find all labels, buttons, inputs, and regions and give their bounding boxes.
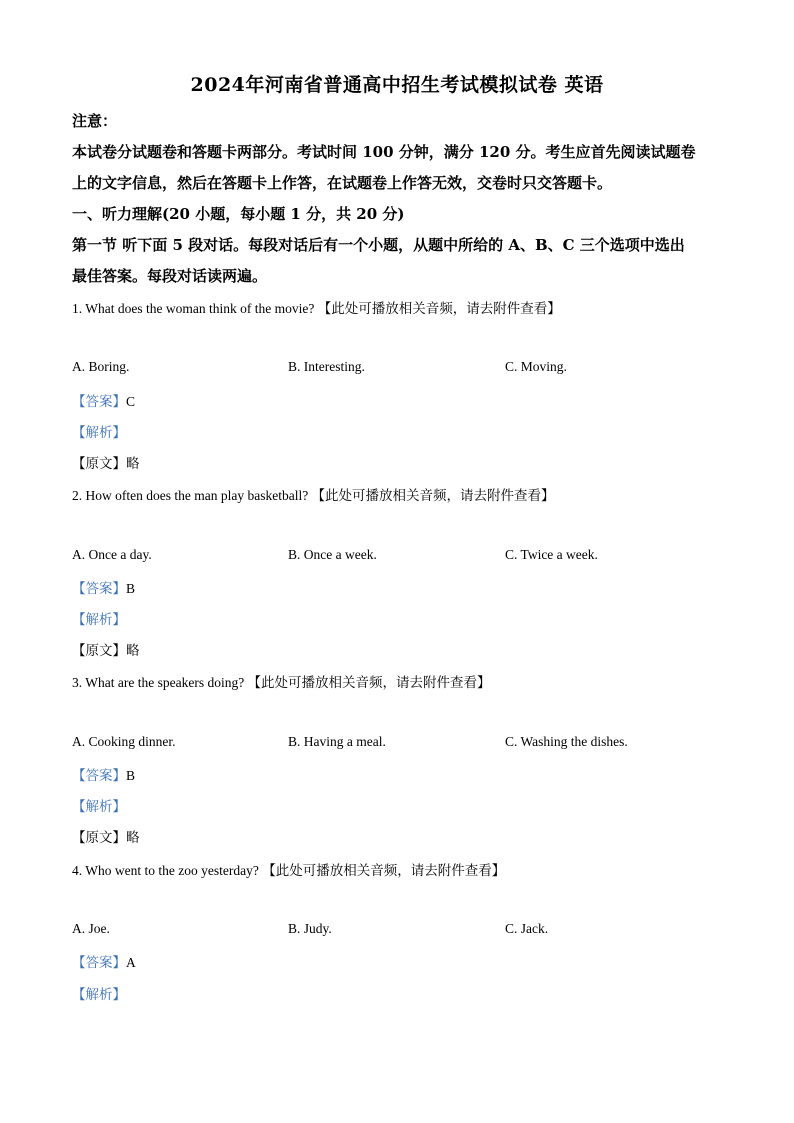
answer-label: 【答案】 bbox=[72, 768, 126, 784]
question-stem: 2. How often does the man play basketball? 【此处可播放相关音频，请去附件查看】 bbox=[72, 488, 555, 503]
question-stem: 1. What does the woman think of the movie? 【此处可播放相关音频，请去附件查看】 bbox=[72, 301, 561, 316]
analysis-label: 【解析】 bbox=[72, 987, 126, 1003]
notice-heading: 注意： bbox=[72, 112, 118, 130]
notice-line-2: 上的文字信息，然后在答题卡上作答，在试题卷上作答无效，交卷时只交答题卡。 bbox=[72, 174, 613, 192]
analysis-row bbox=[72, 983, 126, 1003]
option-a: A. Cooking dinner. bbox=[72, 734, 176, 749]
option-a: A. Joe. bbox=[72, 921, 110, 936]
answer-row bbox=[72, 764, 135, 784]
analysis-row bbox=[72, 795, 126, 815]
answer-row bbox=[72, 577, 135, 597]
answer-label: 【答案】 bbox=[72, 955, 126, 971]
original-row bbox=[72, 639, 140, 659]
answer-row bbox=[72, 951, 136, 971]
answer-value: A bbox=[126, 955, 136, 970]
question-stem: 4. Who went to the zoo yesterday? 【此处可播放相关音频，请去附件查看】 bbox=[72, 863, 506, 878]
original-row bbox=[72, 452, 140, 472]
option-c: C. Moving. bbox=[505, 359, 567, 374]
section-heading: 一、听力理解(20 小题，每小题 1 分，共 20 分) bbox=[72, 205, 405, 223]
answer-label: 【答案】 bbox=[72, 581, 126, 597]
part-instruction-line-1: 第一节 听下面 5 段对话。每段对话后有一个小题，从题中所给的 A、B、C 三个选项中选出 bbox=[72, 236, 685, 254]
answer-label: 【答案】 bbox=[72, 394, 126, 410]
option-b: B. Once a week. bbox=[288, 547, 377, 562]
option-b: B. Judy. bbox=[288, 921, 332, 936]
original-label: 【原文】 bbox=[72, 830, 126, 846]
analysis-label: 【解析】 bbox=[72, 799, 126, 815]
option-c: C. Jack. bbox=[505, 921, 549, 936]
original-value: 略 bbox=[126, 643, 140, 659]
option-c: C. Twice a week. bbox=[505, 547, 598, 562]
original-label: 【原文】 bbox=[72, 643, 126, 659]
answer-row bbox=[72, 390, 135, 410]
original-row bbox=[72, 826, 140, 846]
part-instruction-line-2: 最佳答案。每段对话读两遍。 bbox=[72, 267, 268, 285]
analysis-label: 【解析】 bbox=[72, 425, 126, 441]
original-value: 略 bbox=[126, 830, 140, 846]
question-stem: 3. What are the speakers doing? 【此处可播放相关音频，请去附件查看】 bbox=[72, 675, 491, 690]
option-a: A. Boring. bbox=[72, 359, 130, 374]
original-value: 略 bbox=[126, 456, 140, 472]
answer-value: C bbox=[126, 394, 136, 409]
page-title: 2024年河南省普通高中招生考试模拟试卷 英语 bbox=[190, 74, 604, 96]
original-label: 【原文】 bbox=[72, 456, 126, 472]
option-b: B. Interesting. bbox=[288, 359, 365, 374]
answer-value: B bbox=[126, 581, 136, 596]
option-c: C. Washing the dishes. bbox=[505, 734, 628, 749]
option-b: B. Having a meal. bbox=[288, 734, 386, 749]
answer-value: B bbox=[126, 768, 136, 783]
option-a: A. Once a day. bbox=[72, 547, 152, 562]
notice-line-1: 本试卷分试题卷和答题卡两部分。考试时间 100 分钟，满分 120 分。考生应首先阅读试题卷 bbox=[72, 143, 696, 161]
analysis-row bbox=[72, 421, 126, 441]
analysis-row bbox=[72, 608, 126, 628]
analysis-label: 【解析】 bbox=[72, 612, 126, 628]
